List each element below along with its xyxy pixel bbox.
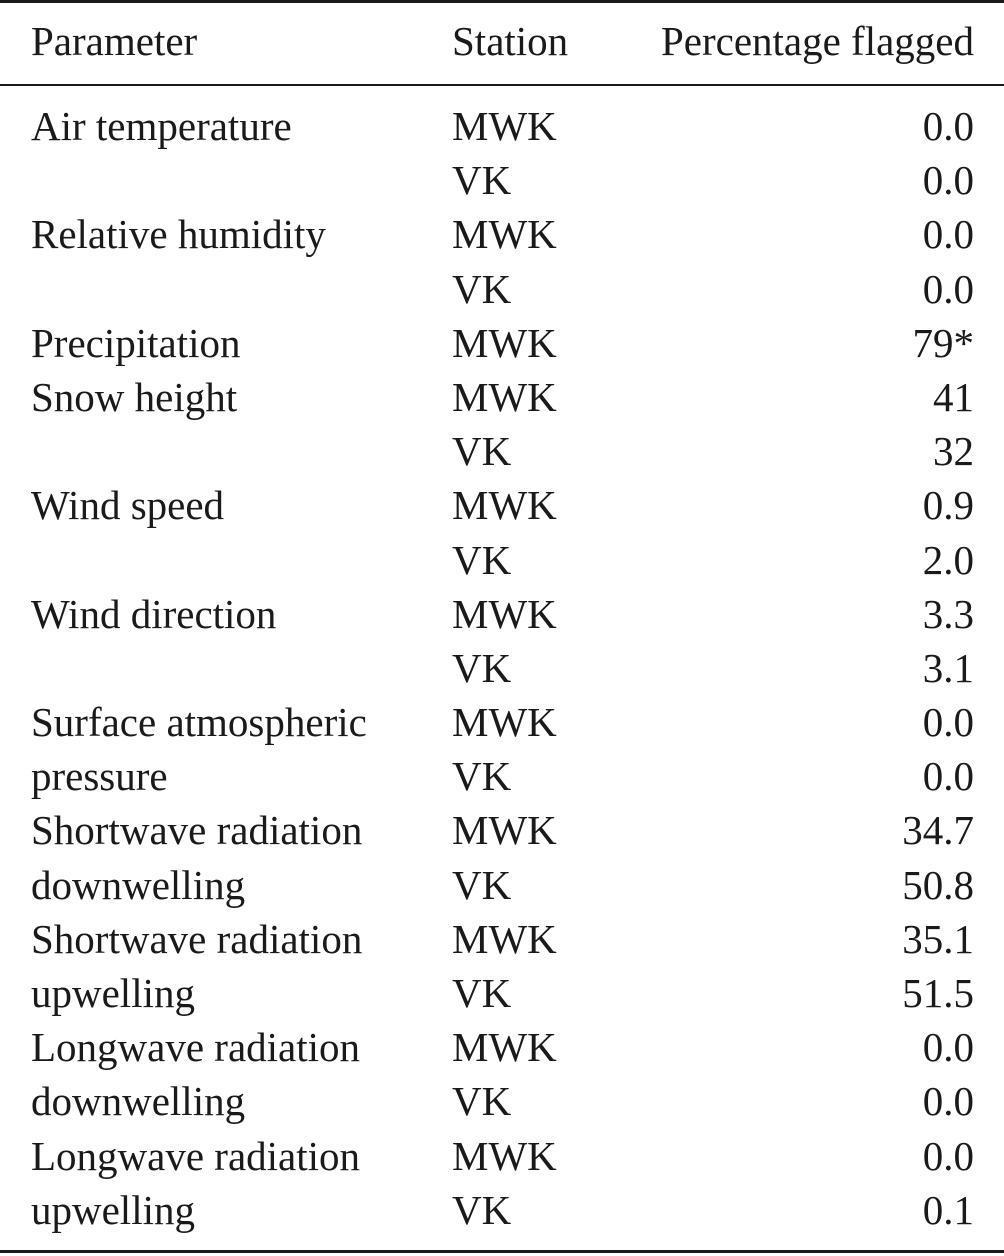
cell-percentage: 0.0 xyxy=(922,1132,974,1179)
cell-percentage: 79* xyxy=(912,319,974,366)
cell-station: VK xyxy=(452,1186,512,1233)
table-row xyxy=(0,966,1004,1020)
table-body xyxy=(0,99,1004,1237)
bottom-rule xyxy=(0,1250,1004,1253)
table-row xyxy=(0,316,1004,370)
top-rule xyxy=(0,0,1004,3)
table-row xyxy=(0,749,1004,803)
cell-percentage: 0.0 xyxy=(922,753,974,800)
cell-percentage: 0.1 xyxy=(922,1186,974,1233)
cell-percentage: 35.1 xyxy=(902,915,974,962)
cell-station: VK xyxy=(452,428,512,475)
cell-parameter: Precipitation xyxy=(31,319,241,366)
cell-parameter: pressure xyxy=(31,753,168,800)
cell-parameter: Relative humidity xyxy=(31,211,326,258)
cell-parameter: Longwave radiation xyxy=(31,1024,361,1071)
table-row xyxy=(0,641,1004,695)
table-row xyxy=(0,533,1004,587)
cell-percentage: 0.0 xyxy=(922,265,974,312)
cell-percentage: 3.3 xyxy=(922,590,974,637)
cell-station: MWK xyxy=(452,807,557,854)
cell-percentage: 41 xyxy=(933,373,974,420)
cell-parameter: downwelling xyxy=(31,861,246,908)
cell-parameter: Shortwave radiation xyxy=(31,915,363,962)
cell-percentage: 0.0 xyxy=(922,1024,974,1071)
table-row xyxy=(0,1020,1004,1074)
header-station: Station xyxy=(452,18,569,64)
table-row xyxy=(0,858,1004,912)
table-row xyxy=(0,478,1004,532)
table-row xyxy=(0,153,1004,207)
cell-parameter: Wind speed xyxy=(31,482,225,529)
table-row xyxy=(0,1129,1004,1183)
cell-station: MWK xyxy=(452,699,557,746)
cell-station: VK xyxy=(452,536,512,583)
cell-station: VK xyxy=(452,644,512,691)
header-percentage-flagged: Percentage flagged xyxy=(660,18,974,64)
cell-station: VK xyxy=(452,753,512,800)
cell-station: MWK xyxy=(452,373,557,420)
cell-station: VK xyxy=(452,861,512,908)
table-header xyxy=(0,14,1004,70)
cell-percentage: 32 xyxy=(933,428,974,475)
cell-parameter: Surface atmospheric xyxy=(31,699,367,746)
cell-station: MWK xyxy=(452,319,557,366)
cell-parameter: upwelling xyxy=(31,970,195,1016)
cell-percentage: 0.0 xyxy=(922,699,974,746)
table-row xyxy=(0,695,1004,749)
cell-station: MWK xyxy=(452,1132,557,1179)
cell-parameter: upwelling xyxy=(31,1186,195,1233)
cell-station: MWK xyxy=(452,915,557,962)
cell-station: MWK xyxy=(452,1024,557,1071)
cell-station: VK xyxy=(452,1078,512,1125)
table-row xyxy=(0,424,1004,478)
table-row xyxy=(0,803,1004,857)
cell-percentage: 34.7 xyxy=(902,807,974,854)
table-row xyxy=(0,1074,1004,1128)
cell-percentage: 50.8 xyxy=(902,861,974,908)
cell-percentage: 51.5 xyxy=(902,970,974,1016)
table-row xyxy=(0,370,1004,424)
cell-parameter: Longwave radiation xyxy=(31,1132,361,1179)
cell-parameter: Snow height xyxy=(31,373,238,420)
cell-station: MWK xyxy=(452,482,557,529)
header-rule xyxy=(0,84,1004,86)
cell-station: MWK xyxy=(452,103,557,149)
cell-percentage: 0.0 xyxy=(922,211,974,258)
table-row xyxy=(0,99,1004,153)
cell-percentage: 0.0 xyxy=(922,157,974,204)
cell-parameter: Wind direction xyxy=(31,590,277,637)
table-row xyxy=(0,207,1004,261)
cell-station: VK xyxy=(452,157,512,204)
cell-station: VK xyxy=(452,970,512,1016)
cell-percentage: 0.0 xyxy=(922,1078,974,1125)
cell-percentage: 0.0 xyxy=(922,103,974,149)
cell-station: MWK xyxy=(452,211,557,258)
cell-parameter: Shortwave radiation xyxy=(31,807,363,854)
cell-percentage: 2.0 xyxy=(922,536,974,583)
table-row xyxy=(0,587,1004,641)
cell-station: VK xyxy=(452,265,512,312)
cell-station: MWK xyxy=(452,590,557,637)
table-row xyxy=(0,262,1004,316)
header-parameter: Parameter xyxy=(31,18,198,64)
table-row xyxy=(0,912,1004,966)
table-row xyxy=(0,1183,1004,1237)
cell-parameter: Air temperature xyxy=(31,103,292,149)
cell-parameter: downwelling xyxy=(31,1078,246,1125)
cell-percentage: 3.1 xyxy=(922,644,974,691)
cell-percentage: 0.9 xyxy=(922,482,974,529)
